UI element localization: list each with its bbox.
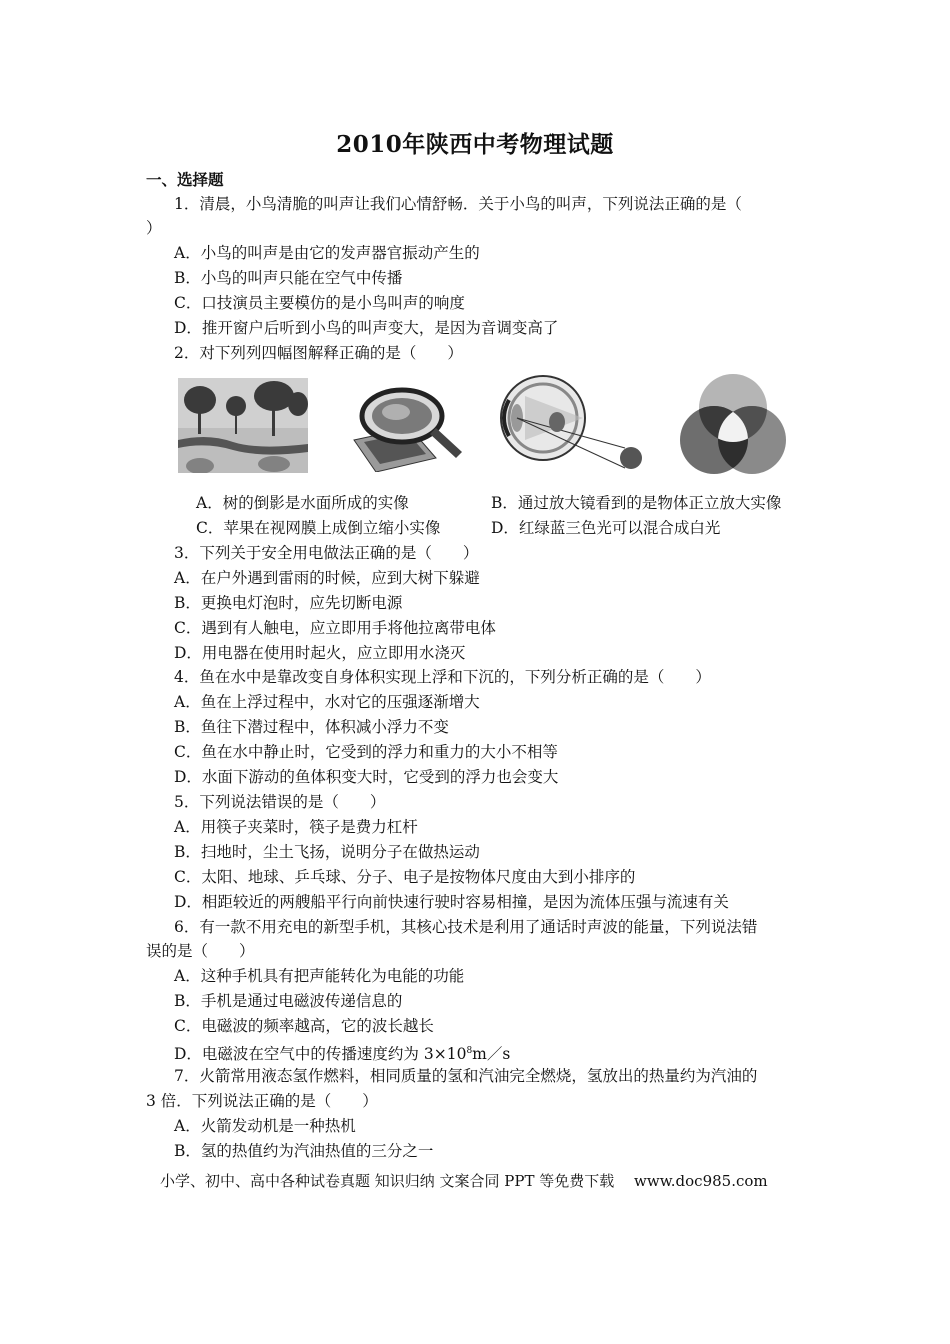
question-5-option-d: D．相距较近的两艘船平行向前快速行驶时容易相撞，是因为流体压强与流速有关 <box>174 893 729 911</box>
question-5-option-a: A．用筷子夹菜时，筷子是费力杠杆 <box>174 818 418 836</box>
question-4-option-d: D．水面下游动的鱼体积变大时，它受到的浮力也会变大 <box>174 768 559 786</box>
color-mixing-image <box>678 370 788 478</box>
question-3-stem: 3．下列关于安全用电做法正确的是（ ） <box>174 544 479 562</box>
question-1-option-b: B．小鸟的叫声只能在空气中传播 <box>174 269 403 287</box>
page-footer: 小学、初中、高中各种试卷真题 知识归纳 文案合同 PPT 等免费下载 www.doc985.com <box>160 1172 768 1190</box>
question-4-option-a: A．鱼在上浮过程中，水对它的压强逐渐增大 <box>174 693 480 711</box>
question-6-option-d-text: D．电磁波在空气中的传播速度约为 3×10 <box>174 1045 467 1064</box>
question-4-stem: 4．鱼在水中是靠改变自身体积实现上浮和下沉的，下列分析正确的是（ ） <box>174 668 711 686</box>
eye-diagram-image <box>495 370 645 475</box>
question-7-option-b: B．氢的热值约为汽油热值的三分之一 <box>174 1142 434 1160</box>
question-6-stem-cont: 误的是（ ） <box>146 942 255 960</box>
question-3-option-b: B．更换电灯泡时，应先切断电源 <box>174 594 403 612</box>
question-7-stem: 7．火箭常用液态氢作燃料，相同质量的氢和汽油完全燃烧，氢放出的热量约为汽油的 <box>174 1067 758 1085</box>
question-2-figures <box>170 370 790 480</box>
question-2-option-c: C．苹果在视网膜上成倒立缩小实像 <box>196 519 441 537</box>
question-1-stem: 1．清晨，小鸟清脆的叫声让我们心情舒畅．关于小鸟的叫声，下列说法正确的是（ <box>174 195 742 213</box>
question-5-stem: 5．下列说法错误的是（ ） <box>174 793 386 811</box>
question-2-option-d: D．红绿蓝三色光可以混合成白光 <box>491 519 721 537</box>
question-2-option-a: A．树的倒影是水面所成的实像 <box>196 494 409 512</box>
question-7-option-a: A．火箭发动机是一种热机 <box>174 1117 356 1135</box>
question-3-option-a: A．在户外遇到雷雨的时候，应到大树下躲避 <box>174 569 480 587</box>
question-6-stem: 6．有一款不用充电的新型手机，其核心技术是利用了通话时声波的能量，下列说法错 <box>174 918 758 936</box>
question-2-stem: 2．对下列列四幅图解释正确的是（ ） <box>174 344 463 362</box>
question-6-option-d <box>174 1041 510 1064</box>
question-3-option-d: D．用电器在使用时起火，应立即用水浇灭 <box>174 644 466 662</box>
page-title: 2010年陕西中考物理试题 <box>336 131 614 158</box>
question-6-option-d-exponent: 8 <box>466 1046 473 1056</box>
question-1-option-c: C．口技演员主要模仿的是小鸟叫声的响度 <box>174 294 465 312</box>
question-6-option-c: C．电磁波的频率越高，它的波长越长 <box>174 1017 434 1035</box>
question-5-option-c: C．太阳、地球、乒乓球、分子、电子是按物体尺度由大到小排序的 <box>174 868 636 886</box>
question-6-option-a: A．这种手机具有把声能转化为电能的功能 <box>174 967 465 985</box>
question-7-stem-cont: 3 倍．下列说法正确的是（ ） <box>146 1092 378 1110</box>
question-2-option-b: B．通过放大镜看到的是物体正立放大实像 <box>491 494 782 512</box>
question-5-option-b: B．扫地时，尘土飞扬，说明分子在做热运动 <box>174 843 480 861</box>
question-3-option-c: C．遇到有人触电，应立即用手将他拉离带电体 <box>174 619 496 637</box>
question-4-option-b: B．鱼往下潜过程中，体积减小浮力不变 <box>174 718 449 736</box>
section-heading: 一、选择题 <box>146 170 224 189</box>
question-4-option-c: C．鱼在水中静止时，它受到的浮力和重力的大小不相等 <box>174 743 558 761</box>
question-1-option-a: A．小鸟的叫声是由它的发声器官振动产生的 <box>174 244 480 262</box>
question-1-stem-cont: ） <box>146 219 162 237</box>
tree-reflection-image <box>178 378 308 473</box>
question-6-option-b: B．手机是通过电磁波传递信息的 <box>174 992 403 1010</box>
magnifying-glass-image <box>340 380 470 472</box>
question-1-option-d: D．推开窗户后听到小鸟的叫声变大，是因为音调变高了 <box>174 319 559 337</box>
question-6-option-d-unit: m／s <box>472 1045 511 1064</box>
